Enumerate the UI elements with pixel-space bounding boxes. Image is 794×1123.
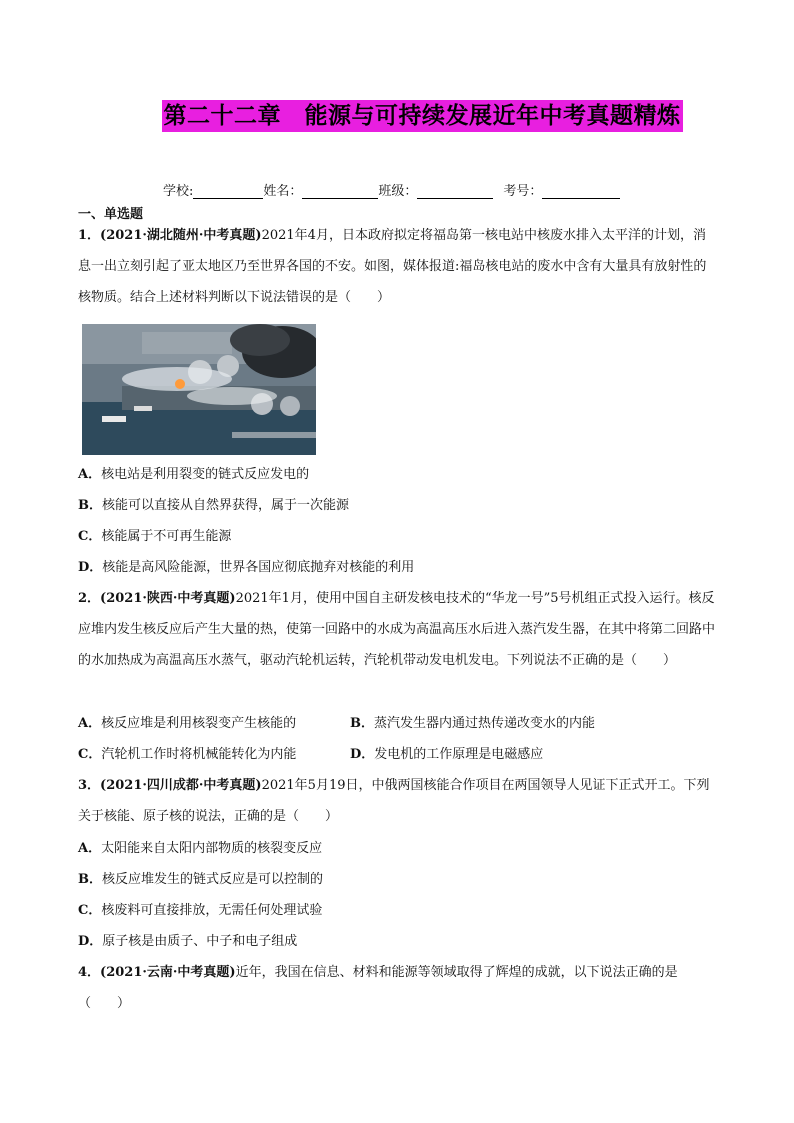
question-1 [78,220,718,313]
id-blank[interactable] [542,184,620,199]
option-text: 核能是高风险能源，世界各国应彻底抛弃对核能的利用 [102,560,415,575]
option-text: 汽轮机工作时将机械能转化为内能 [101,747,297,762]
class-blank[interactable] [417,184,493,199]
question-1-option-d[interactable] [78,558,414,578]
school-blank[interactable] [193,184,263,199]
option-letter: C． [78,903,102,918]
school-label: 学校: [163,184,194,199]
nuclear-plant-illustration [82,324,316,455]
option-text: 太阳能来自太阳内部物质的核裂变反应 [101,841,323,856]
question-source: (2021·云南·中考真题) [100,965,236,980]
question-1-option-b[interactable] [78,496,349,516]
option-text: 原子核是由质子、中子和电子组成 [102,934,298,949]
option-text: 核能可以直接从自然界获得，属于一次能源 [102,498,350,513]
question-2 [78,583,718,676]
id-label: 考号： [503,184,543,199]
student-info-line [163,180,620,199]
option-letter: C． [78,747,102,762]
question-3-option-d[interactable] [78,932,297,952]
option-letter: B． [350,716,374,731]
question-number: 1． [78,228,101,243]
question-source: (2021·陕西·中考真题) [100,591,236,606]
option-letter: B． [78,872,102,887]
option-text: 核能属于不可再生能源 [101,529,232,544]
question-4 [78,957,718,1019]
option-text: 核反应堆是利用核裂变产生核能的 [101,716,297,731]
question-3 [78,770,718,832]
option-letter: A． [78,467,102,482]
option-text: 核废料可直接排放，无需任何处理试验 [101,903,323,918]
class-label: 班级： [378,184,418,199]
option-letter: D． [350,747,375,762]
section-title: 一、单选题 [78,207,144,222]
question-2-option-b[interactable] [350,714,595,734]
option-text: 核反应堆发生的链式反应是可以控制的 [102,872,324,887]
option-text: 蒸汽发生器内通过热传递改变水的内能 [374,716,596,731]
question-stem: 2021年1月，使用中国自主研发核电技术的“华龙一号”5号机组正式投入运行。核反应堆内发生核反应后产生大量的热，使第一回路中的水成为高温高压水后进入蒸汽发生器，在其中将第二回路中的水加热成为高温高压水蒸气，驱动汽轮机运转，汽轮机带动发电机发电。下列说法不正确的是（ ） [78,591,716,668]
nuclear-plant-photo [82,324,316,455]
option-text: 核电站是利用裂变的链式反应发电的 [101,467,310,482]
name-label: 姓名： [263,184,303,199]
title-container [0,100,794,132]
question-3-option-b[interactable] [78,870,323,890]
option-letter: B． [78,498,102,513]
question-3-option-a[interactable] [78,839,322,859]
option-letter: D． [78,560,103,575]
question-source: (2021·湖北随州·中考真题) [100,228,262,243]
question-1-option-c[interactable] [78,527,231,547]
option-letter: D． [78,934,103,949]
name-blank[interactable] [302,184,378,199]
question-2-option-c[interactable] [78,745,296,765]
question-3-option-c[interactable] [78,901,322,921]
option-letter: A． [78,841,102,856]
question-stem: 2021年5月19日，中俄两国核能合作项目在两国领导人见证下正式开工。下列关于核能、原子核的说法，正确的是（ ） [78,778,710,824]
question-1-option-a[interactable] [78,465,309,485]
question-number: 3． [78,778,101,793]
question-2-option-d[interactable] [350,745,543,765]
option-text: 发电机的工作原理是电磁感应 [374,747,544,762]
question-stem: 近年，我国在信息、材料和能源等领域取得了辉煌的成就，以下说法正确的是（ ） [78,965,678,1011]
option-letter: C． [78,529,102,544]
option-letter: A． [78,716,102,731]
question-source: (2021·四川成都·中考真题) [100,778,262,793]
question-number: 4． [78,965,101,980]
question-number: 2． [78,591,101,606]
page-title: 第二十二章 能源与可持续发展近年中考真题精炼 [162,100,683,132]
question-stem: 2021年4月，日本政府拟定将福岛第一核电站中核废水排入太平洋的计划，消息一出立刻引起了亚太地区乃至世界各国的不安。如图，媒体报道:福岛核电站的废水中含有大量具有放射性的核物质。结合上述材料判断以下说法错误的是（ ） [78,228,707,305]
question-2-option-a[interactable] [78,714,296,734]
